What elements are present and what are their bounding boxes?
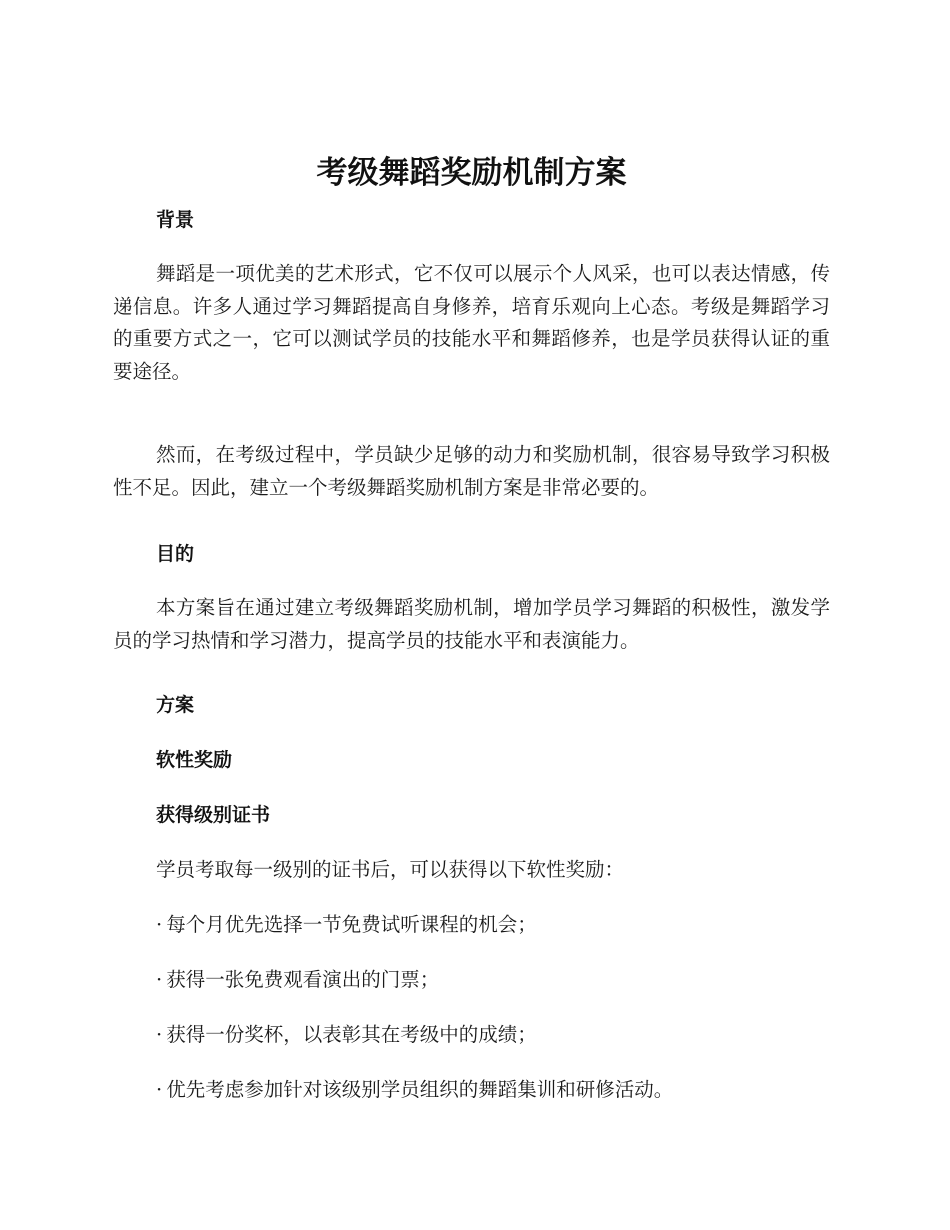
paragraph-background-1: 舞蹈是一项优美的艺术形式，它不仅可以展示个人风采，也可以表达情感，传递信息。许多人通过学习舞蹈提高自身修养，培育乐观向上心态。考级是舞蹈学习的重要方式之一，它可以测试学员的技能水平和舞蹈修养，也是学员获得认证的重要途径。 — [113, 262, 830, 383]
list-item-text: 获得一张免费观看演出的门票； — [166, 968, 440, 991]
section-heading-purpose: 目的 — [156, 543, 195, 565]
section-heading-certificate: 获得级别证书 — [156, 804, 271, 826]
document-title: 考级舞蹈奖励机制方案 — [316, 155, 627, 191]
section-heading-plan: 方案 — [156, 694, 195, 716]
paragraph-purpose-1: 本方案旨在通过建立考级舞蹈奖励机制，增加学员学习舞蹈的积极性，激发学员的学习热情和学习潜力，提高学员的技能水平和表演能力。 — [113, 596, 830, 652]
bullet-dot: · — [156, 913, 163, 936]
bullet-dot: · — [156, 1023, 163, 1046]
list-item-text: 优先考虑参加针对该级别学员组织的舞蹈集训和研修活动。 — [166, 1078, 674, 1101]
bullet-dot: · — [156, 968, 163, 991]
paragraph-background-2: 然而，在考级过程中，学员缺少足够的动力和奖励机制，很容易导致学习积极性不足。因此，建立一个考级舞蹈奖励机制方案是非常必要的。 — [113, 443, 830, 499]
section-heading-soft-reward: 软性奖励 — [156, 749, 233, 771]
list-item — [156, 1075, 673, 1105]
list-item-text: 获得一份奖杯，以表彰其在考级中的成绩； — [166, 1023, 537, 1046]
certificate-intro: 学员考取每一级别的证书后，可以获得以下软性奖励： — [156, 858, 625, 881]
list-item — [156, 965, 439, 995]
section-heading-background: 背景 — [156, 209, 195, 231]
list-item — [156, 1020, 537, 1050]
list-item-text: 每个月优先选择一节免费试听课程的机会； — [166, 913, 537, 936]
list-item — [156, 910, 537, 940]
bullet-dot: · — [156, 1078, 163, 1101]
